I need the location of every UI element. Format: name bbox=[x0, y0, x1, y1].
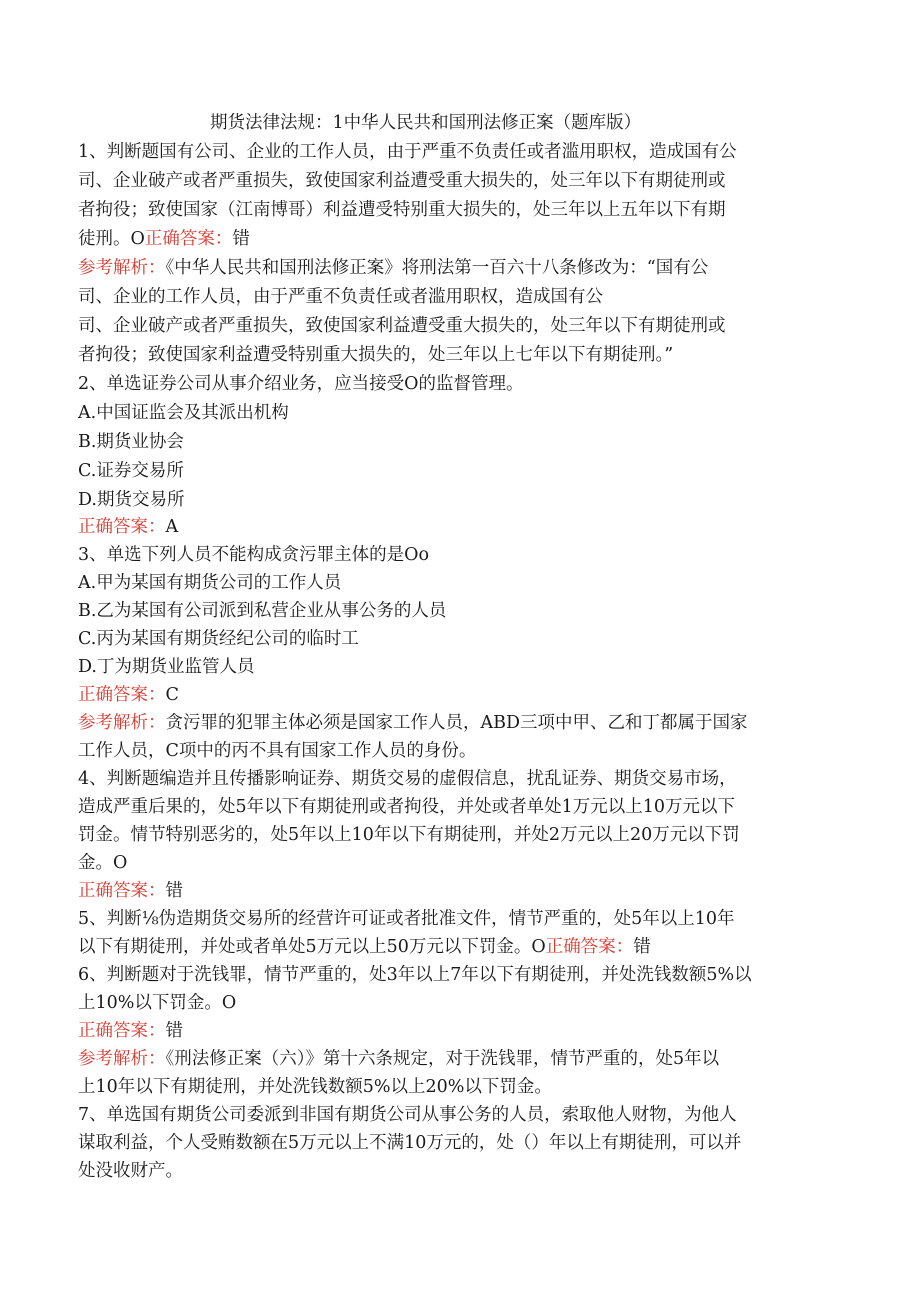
text-line: 金。O bbox=[78, 853, 128, 873]
answer-label: 正确答案： bbox=[144, 229, 233, 249]
analysis-label: 参考解析： bbox=[78, 1049, 166, 1069]
answer-label: 正确答案： bbox=[78, 517, 166, 537]
text-line: 工作人员，C项中的丙不具有国家工作人员的身份。 bbox=[78, 741, 477, 761]
text-line: 司、企业破产或者严重损失，致使国家利益遭受重大损失的，处三年以下有期徒刑或 bbox=[78, 171, 726, 191]
answer-line: 正确答案：A bbox=[78, 517, 179, 537]
answer-label: 正确答案： bbox=[78, 1021, 166, 1041]
analysis-line: 参考解析：贪污罪的犯罪主体必须是国家工作人员，ABD三项中甲、乙和丁都属于国家 bbox=[78, 713, 748, 733]
analysis-line: 参考解析：《中华人民共和国刑法修正案》将刑法第一百六十八条修改为：“国有公 bbox=[78, 258, 709, 278]
question-line: 7、单选国有期货公司委派到非国有期货公司从事公务的人员，索取他人财物，为他人 bbox=[78, 1105, 737, 1125]
text-line: 司、企业破产或者严重损失，致使国家利益遭受重大损失的，处三年以下有期徒刑或 bbox=[78, 316, 726, 336]
text-line: 处没收财产。 bbox=[78, 1161, 183, 1181]
text-line: 者拘役；致使国家利益遭受特别重大损失的，处三年以上七年以下有期徒刑。” bbox=[78, 345, 674, 365]
question-line: 6、判断题对于洗钱罪，情节严重的，处3年以上7年以下有期徒刑，并处洗钱数额5%以 bbox=[78, 965, 752, 985]
question-line: 5、判断⅛伪造期货交易所的经营许可证或者批准文件，情节严重的，处5年以上10年 bbox=[78, 909, 735, 929]
text-line: 者拘役；致使国家（江南博哥）利益遭受特别重大损失的，处三年以上五年以下有期 bbox=[78, 200, 726, 220]
text-line: 以下有期徒刑，并处或者单处5万元以上50万元以下罚金。O正确答案：错 bbox=[78, 937, 651, 957]
answer-line: 正确答案：错 bbox=[78, 1021, 183, 1041]
question-line: 3、单选下列人员不能构成贪污罪主体的是Oo bbox=[78, 545, 430, 565]
option-line: C.丙为某国有期货经纪公司的临时工 bbox=[78, 629, 359, 649]
question-line: 2、单选证券公司从事介绍业务，应当接受O的监督管理。 bbox=[78, 374, 524, 394]
answer-line: 正确答案：错 bbox=[78, 881, 183, 901]
option-line: C.证券交易所 bbox=[78, 461, 184, 481]
answer-label: 正确答案： bbox=[545, 937, 634, 957]
text-line: 谋取利益，个人受贿数额在5万元以上不满10万元的，处（）年以上有期徒刑，可以并 bbox=[78, 1133, 742, 1153]
analysis-line: 参考解析：《刑法修正案（六）》第十六条规定，对于洗钱罪，情节严重的，处5年以 bbox=[78, 1049, 720, 1069]
text-line: 上10年以下有期徒刑，并处洗钱数额5%以上20%以下罚金。 bbox=[78, 1077, 552, 1097]
text-line: 徒刑。O正确答案：错 bbox=[78, 229, 250, 249]
text-line: 1、判断题国有公司、企业的工作人员，由于严重不负责任或者滥用职权，造成国有公 bbox=[78, 142, 737, 162]
option-line: B.乙为某国有公司派到私营企业从事公务的人员 bbox=[78, 601, 447, 621]
answer-label: 正确答案： bbox=[78, 685, 166, 705]
text-line: 上10%以下罚金。O bbox=[78, 993, 237, 1013]
option-line: D.期货交易所 bbox=[78, 490, 185, 510]
text-line: 罚金。情节特别恶劣的，处5年以上10年以下有期徒刑，并处2万元以上20万元以下罚 bbox=[78, 825, 740, 845]
analysis-label: 参考解析： bbox=[78, 713, 166, 733]
analysis-label: 参考解析： bbox=[78, 258, 166, 278]
page-title: 期货法律法规：1中华人民共和国刑法修正案（题库版） bbox=[210, 113, 642, 133]
answer-line: 正确答案：C bbox=[78, 685, 179, 705]
text-line: 司、企业的工作人员，由于严重不负责任或者滥用职权，造成国有公 bbox=[78, 287, 603, 307]
text-line: 造成严重后果的，处5年以下有期徒刑或者拘役，并处或者单处1万元以上10万元以下 bbox=[78, 797, 736, 817]
answer-label: 正确答案： bbox=[78, 881, 166, 901]
option-line: D.丁为期货业监管人员 bbox=[78, 657, 255, 677]
option-line: A.甲为某国有期货公司的工作人员 bbox=[78, 573, 342, 593]
option-line: A.中国证监会及其派出机构 bbox=[78, 403, 289, 423]
question-line: 4、判断题编造并且传播影响证券、期货交易的虚假信息，扰乱证券、期货交易市场， bbox=[78, 769, 737, 789]
option-line: B.期货业协会 bbox=[78, 432, 184, 452]
